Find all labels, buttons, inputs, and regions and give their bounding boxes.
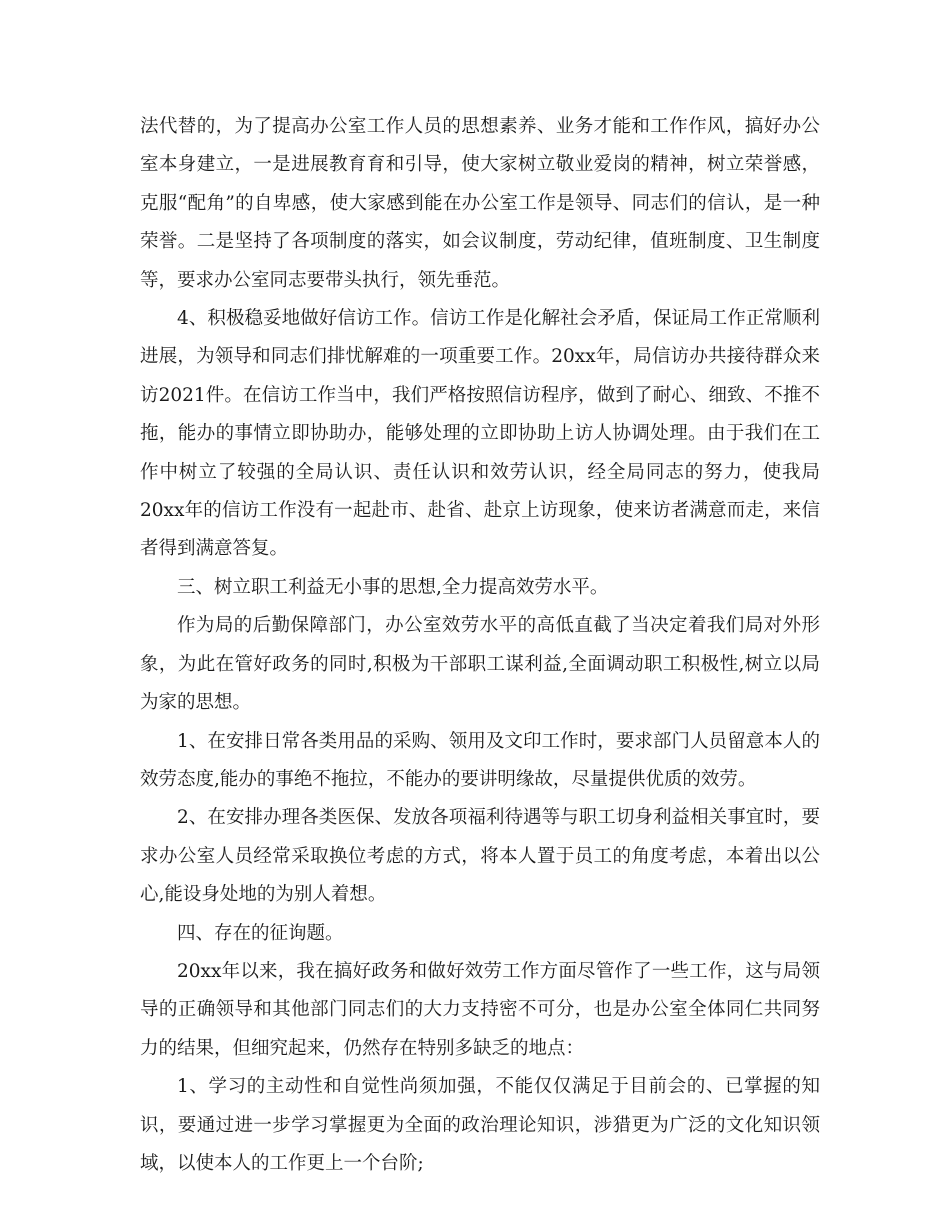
section-heading-4: 四、存在的征询题。 — [177, 922, 344, 944]
paragraph-logistics: 作为局的后勤保障部门，办公室效劳水平的高低直截了当决定着我们局对外形象，为此在管好政务的同时,积极为干部职工谋利益,全面调动职工积极性,树立以局为家的思想。 — [140, 615, 820, 714]
paragraph-item-1-supplies: 1、在安排日常各类用品的采购、领用及文印工作时，要求部门人员留意本人的效劳态度,能办的事绝不拖拉，不能办的要讲明缘故，尽量提供优质的效劳。 — [140, 730, 820, 790]
paragraph-item-2-welfare: 2、在安排办理各类医保、发放各项福利待遇等与职工切身利益相关事宜时，要求办公室人员经常采取换位考虑的方式，将本人置于员工的角度考虑，本着出以公心,能设身处地的为别人着想。 — [140, 807, 820, 906]
paragraph-summary: 20xx年以来，我在搞好政务和做好效劳工作方面尽管作了一些工作，这与局领导的正确领导和其他部门同志们的大力支持密不可分，也是办公室全体同仁共同努力的结果，但细究起来，仍然存在特别多缺乏的地点： — [140, 960, 820, 1059]
paragraph-item-1-study: 1、学习的主动性和自觉性尚须加强，不能仅仅满足于目前会的、已掌握的知识，要通过进一步学习掌握更为全面的政治理论知识，涉猎更为广泛的文化知识领域，以使本人的工作更上一个台阶; — [140, 1076, 820, 1174]
paragraph-continuation: 法代替的，为了提高办公室工作人员的思想素养、业务才能和工作作风，搞好办公室本身建立，一是进展教育育和引导，使大家树立敬业爱岗的精神，树立荣誉感，克服“配角”的自卑感，使大家感到能在办公室工作是领导、同志们的信认，是一种荣誉。二是坚持了各项制度的落实，如会议制度，劳动纪律，值班制度、卫生制度等，要求办公室同志要带头执行，领先垂范。 — [140, 116, 820, 291]
section-heading-3: 三、树立职工利益无小事的思想,全力提高效劳水平。 — [177, 576, 609, 598]
paragraph-item-4-petitions: 4、积极稳妥地做好信访工作。信访工作是化解社会矛盾，保证局工作正常顺利进展，为领导和同志们排忧解难的一项重要工作。20xx年，局信访办共接待群众来访2021件。在信访工作当中，我们严格按照信访程序，做到了耐心、细致、不推不拖，能办的事情立即协助办，能够处理的立即协助上访人协调处理。由于我们在工作中树立了较强的全局认识、责任认识和效劳认识，经全局同志的努力，使我局20xx年的信访工作没有一起赴市、赴省、赴京上访现象，使来访者满意而走，来信者得到满意答复。 — [140, 308, 820, 560]
document-page — [140, 108, 820, 1183]
